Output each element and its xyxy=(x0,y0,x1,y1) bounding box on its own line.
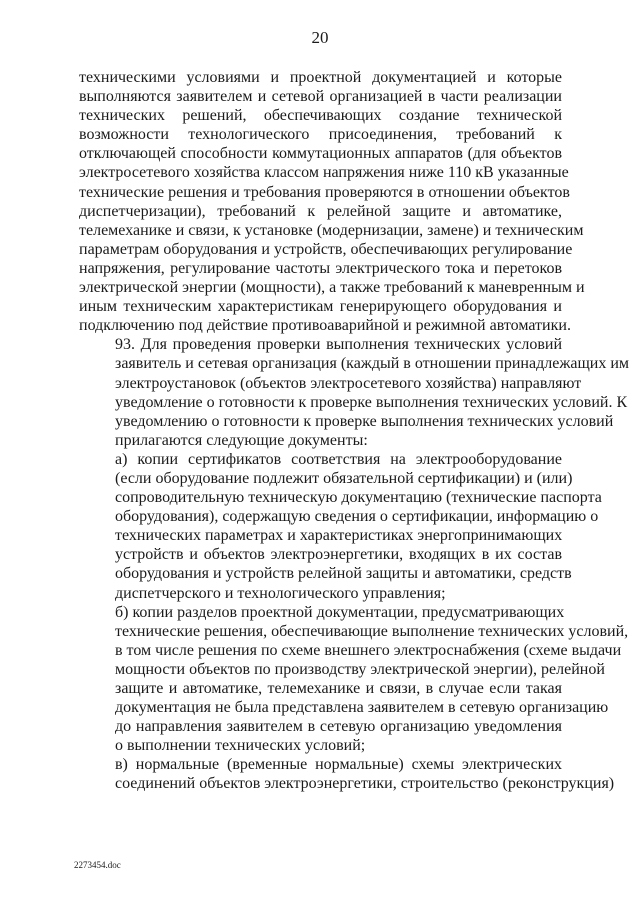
text-line: выполняются заявителем и сетевой организацией в части реализации xyxy=(79,88,562,106)
text-line: электроустановок (объектов электросетевого хозяйства) направляют xyxy=(115,374,582,392)
text-line: устройств и объектов электроэнергетики, входящих в их состав xyxy=(115,546,562,564)
text-line: технических решений, обеспечивающих создание технической xyxy=(79,107,562,125)
page-number: 20 xyxy=(311,28,329,47)
text-line: оборудования и устройств релейной защиты и автоматики, средств xyxy=(115,565,572,583)
text-line: напряжения, регулирование частоты электрического тока и перетоков xyxy=(79,259,562,277)
text-line: прилагаются следующие документы: xyxy=(115,431,368,449)
text-line: (если оборудование подлежит обязательной сертификации) и (или) xyxy=(115,469,573,487)
text-line: иным техническим характеристикам генерирующего оборудования и xyxy=(79,298,562,316)
text-line: документация не была представлена заявителем в сетевую организацию xyxy=(115,699,609,717)
text-line: а) копии сертификатов соответствия на электрооборудование xyxy=(115,450,562,468)
text-line: диспетчерского и технологического управления; xyxy=(115,584,446,602)
text-line: технических параметрах и характеристиках энергопринимающих xyxy=(115,527,563,545)
text-line: электросетевого хозяйства классом напряжения ниже 110 кВ указанные xyxy=(79,164,569,182)
text-line: до направления заявителем в сетевую организацию уведомления xyxy=(115,718,562,736)
text-line: возможности технологического присоединения, требований к xyxy=(79,126,562,144)
text-line: отключающей способности коммутационных аппаратов (для объектов xyxy=(79,145,562,163)
text-line: уведомление о готовности к проверке выполнения технических условий. К xyxy=(115,393,628,411)
paragraph xyxy=(79,603,629,756)
paragraph xyxy=(79,68,585,335)
text-line: диспетчеризации), требований к релейной защите и автоматике, xyxy=(79,202,562,220)
text-line: защите и автоматике, телемеханике и связи, в случае если такая xyxy=(115,680,562,697)
text-line: телемеханике и связи, к установке (модернизации, замене) и техническим xyxy=(79,221,584,239)
text-line: мощности объектов по производству электрической энергии), релейной xyxy=(115,660,605,678)
text-line: подключению под действие противоаварийной и режимной автоматики. xyxy=(79,317,571,335)
text-line: соединений объектов электроэнергетики, строительство (реконструкция) xyxy=(115,775,615,793)
paragraph xyxy=(79,755,615,793)
text-line: заявитель и сетевая организация (каждый в отношении принадлежащих им xyxy=(115,355,630,373)
text-line: технические решения, обеспечивающие выполнение технических условий, xyxy=(115,622,629,640)
text-line: 93. Для проведения проверки выполнения технических условий xyxy=(115,336,562,354)
text-line: техническими условиями и проектной документацией и которые xyxy=(79,69,562,86)
text-line: в) нормальные (временные нормальные) схемы электрических xyxy=(115,756,562,774)
text-line: электрической энергии (мощности), а также требований к маневренным и xyxy=(79,279,585,297)
text-line: о выполнении технических условий; xyxy=(115,737,366,755)
text-line: оборудования), содержащую сведения о сертификации, информацию о xyxy=(115,508,599,526)
paragraph xyxy=(79,335,630,450)
text-line: б) копии разделов проектной документации, предусматривающих xyxy=(115,603,565,621)
text-line: сопроводительную техническую документацию (технические паспорта xyxy=(115,489,602,507)
document-file-reference: 2273454.doc xyxy=(74,860,121,870)
text-line: параметрам оборудования и устройств, обеспечивающих регулирование xyxy=(79,240,573,258)
text-line: технические решения и требования проверяются в отношении объектов xyxy=(79,183,570,201)
text-line: уведомлению о готовности к проверке выполнения технических условий xyxy=(115,412,614,430)
paragraph xyxy=(79,450,602,603)
document-body xyxy=(79,68,630,794)
text-line: в том числе решения по схеме внешнего электроснабжения (схеме выдачи xyxy=(115,641,622,659)
